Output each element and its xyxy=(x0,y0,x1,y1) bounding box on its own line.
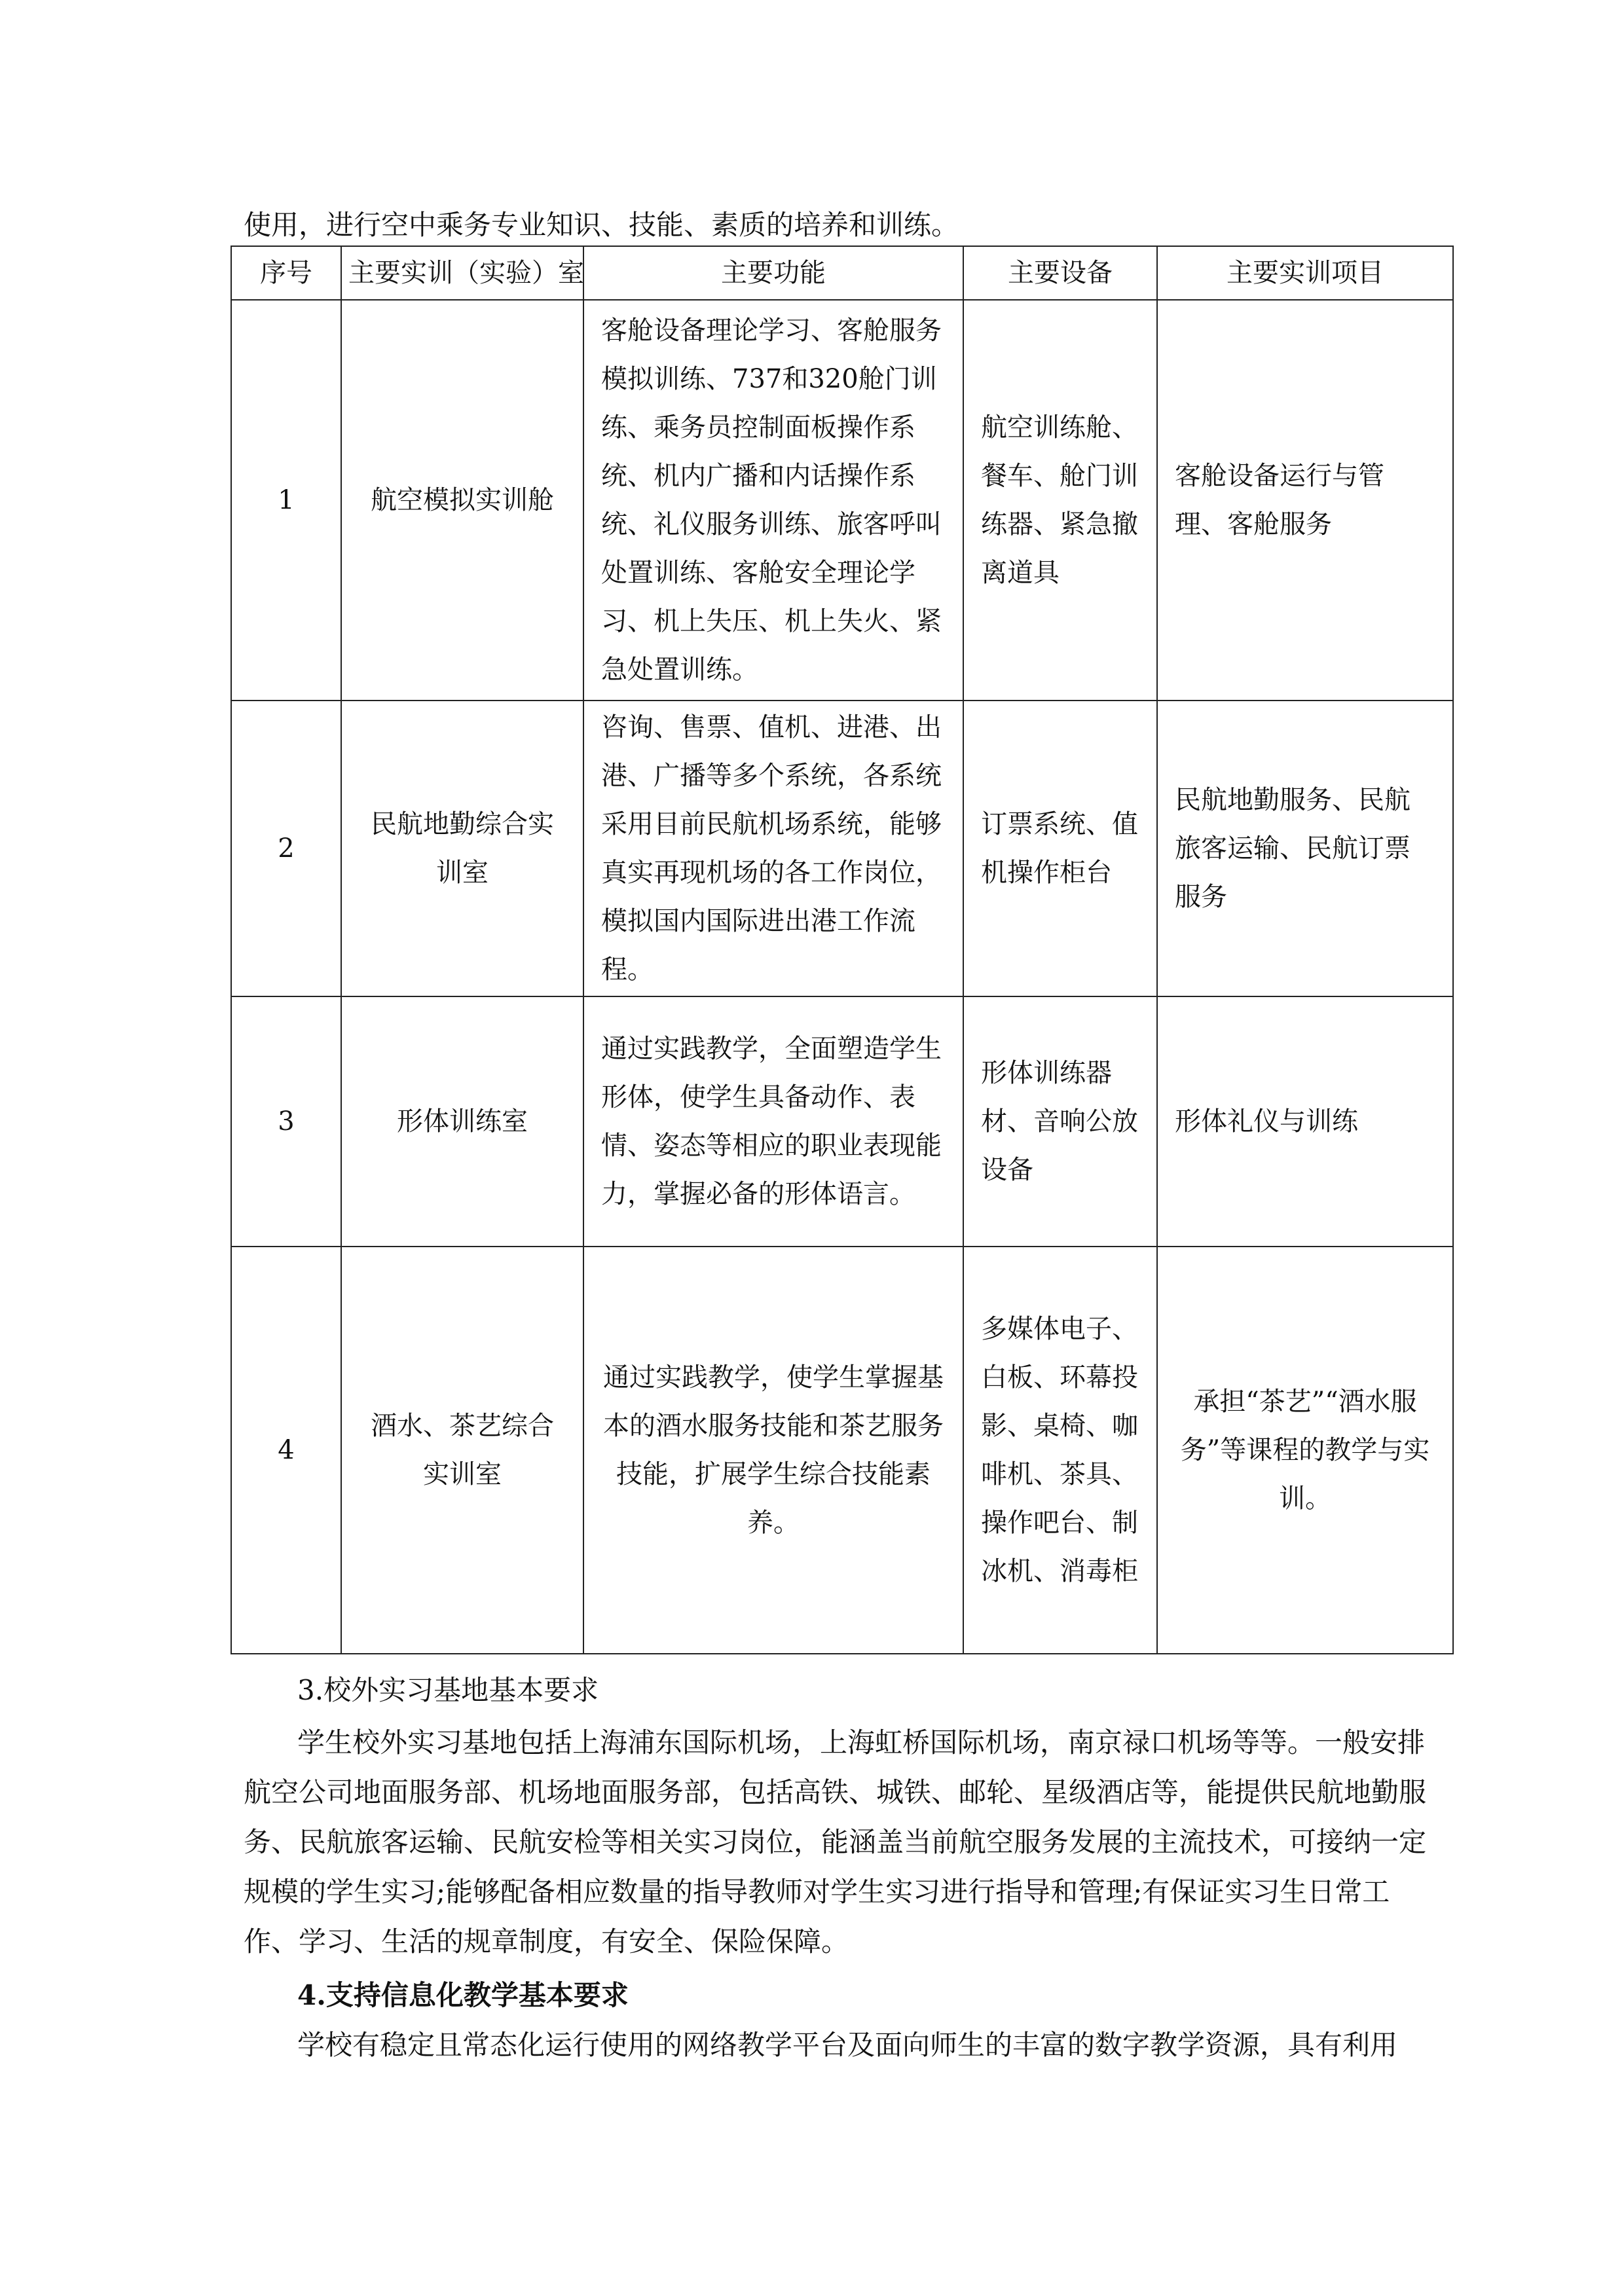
table-row xyxy=(231,300,1453,701)
table-row xyxy=(231,701,1453,996)
row-equipment: 航空训练舱、餐车、舱门训练器、紧急撤离道具 xyxy=(963,300,1157,701)
section4-body: 学校有稳定且常态化运行使用的网络教学平台及面向师生的丰富的数字教学资源，具有利用 xyxy=(297,2029,1398,2061)
row-project: 形体礼仪与训练 xyxy=(1157,996,1453,1247)
row-project: 客舱设备运行与管理、客舱服务 xyxy=(1157,300,1453,701)
section3-heading: 3.校外实习基地基本要求 xyxy=(297,1674,599,1706)
header-num: 序号 xyxy=(231,246,341,300)
training-rooms-table xyxy=(231,246,1454,1654)
row-num: 1 xyxy=(231,300,341,701)
header-project: 主要实训项目 xyxy=(1157,246,1453,300)
row-function: 咨询、售票、值机、进港、出港、广播等多个系统，各系统采用目前民航机场系统，能够真实再现机场的各工作岗位，模拟国内国际进出港工作流程。 xyxy=(583,701,963,996)
row-equipment: 形体训练器材、音响公放设备 xyxy=(963,996,1157,1247)
row-function: 客舱设备理论学习、客舱服务模拟训练、737和320舱门训练、乘务员控制面板操作系统、机内广播和内话操作系统、礼仪服务训练、旅客呼叫处置训练、客舱安全理论学习、机上失压、机上失火、紧急处置训练。 xyxy=(583,300,963,701)
row-room: 酒水、茶艺综合实训室 xyxy=(341,1247,583,1654)
header-function: 主要功能 xyxy=(583,246,963,300)
row-function: 通过实践教学，全面塑造学生形体，使学生具备动作、表情、姿态等相应的职业表现能力，掌握必备的形体语言。 xyxy=(583,996,963,1247)
intro-line: 使用，进行空中乘务专业知识、技能、素质的培养和训练。 xyxy=(244,209,959,241)
row-room: 民航地勤综合实训室 xyxy=(341,701,583,996)
table-row xyxy=(231,1247,1453,1654)
row-num: 3 xyxy=(231,996,341,1247)
header-room: 主要实训（实验）室 xyxy=(341,246,583,300)
row-function: 通过实践教学，使学生掌握基本的酒水服务技能和茶艺服务技能，扩展学生综合技能素养。 xyxy=(583,1247,963,1654)
row-num: 2 xyxy=(231,701,341,996)
section4-heading: 4.支持信息化教学基本要求 xyxy=(297,1979,629,2011)
row-equipment: 订票系统、值机操作柜台 xyxy=(963,701,1157,996)
header-equipment: 主要设备 xyxy=(963,246,1157,300)
row-project: 承担“茶艺”“酒水服务”等课程的教学与实训。 xyxy=(1157,1247,1453,1654)
table-header-row xyxy=(231,246,1453,300)
row-room: 形体训练室 xyxy=(341,996,583,1247)
row-project: 民航地勤服务、民航旅客运输、民航订票服务 xyxy=(1157,701,1453,996)
row-num: 4 xyxy=(231,1247,341,1654)
table-row xyxy=(231,996,1453,1247)
row-equipment: 多媒体电子、白板、环幕投影、桌椅、咖啡机、茶具、 操作吧台、制冰机、消毒柜 xyxy=(963,1247,1157,1654)
section3-body: 学生校外实习基地包括上海浦东国际机场，上海虹桥国际机场，南京禄口机场等等。一般安排航空公司地面服务部、机场地面服务部，包括高铁、城铁、邮轮、星级酒店等，能提供民航地勤服务、民航旅客运输、民航安检等相关实习岗位，能涵盖当前航空服务发展的主流技术，可接纳一定规模的学生实习;能够配备相应数量的指导教师对学生实习进行指导和管理;有保证实习生日常工作、学习、生活的规章制度，有安全、保险保障。 xyxy=(244,1726,1427,1958)
row-room: 航空模拟实训舱 xyxy=(341,300,583,701)
